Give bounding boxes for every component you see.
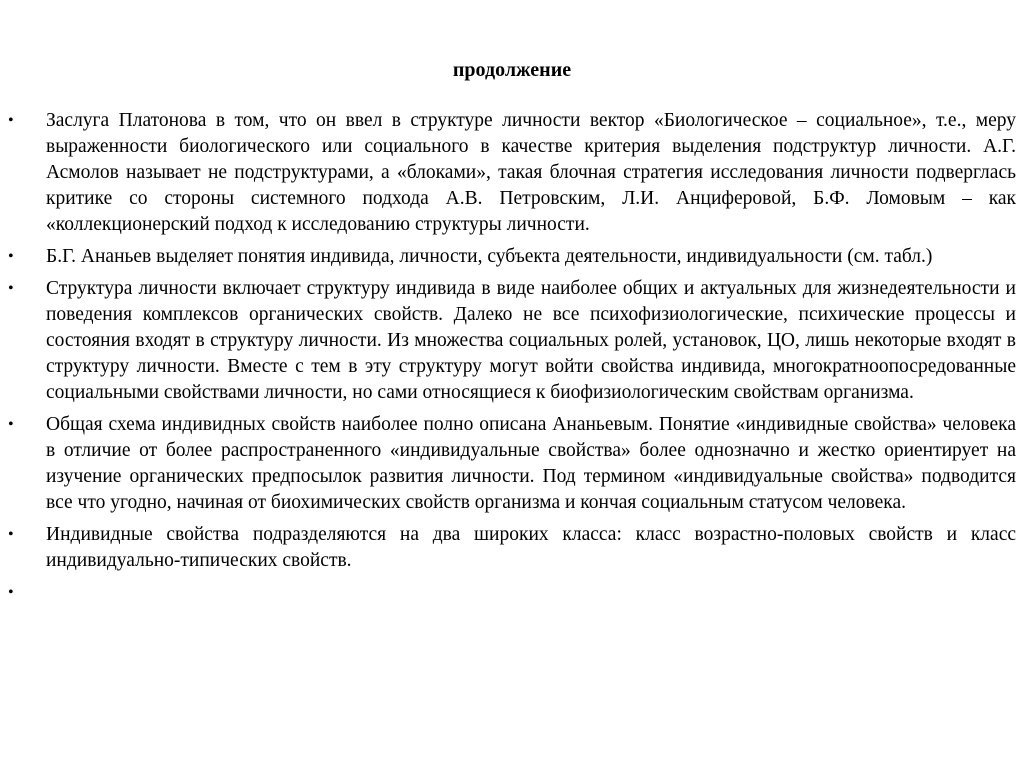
bullet-text: Б.Г. Ананьев выделяет понятия индивида, личности, субъекта деятельности, индивидуальности (см. табл.) <box>46 246 933 267</box>
slide-title: продолжение <box>452 59 572 81</box>
bullet-marker: • <box>8 280 14 297</box>
bullet-marker: • <box>8 112 14 129</box>
bullet-marker: • <box>8 416 14 433</box>
bullet-marker: • <box>8 584 14 601</box>
bullet-list <box>0 108 1024 612</box>
bullet-item-empty <box>0 580 1024 606</box>
bullet-marker: • <box>8 526 14 543</box>
bullet-text: Структура личности включает структуру индивида в виде наиболее общих и актуальных для жизнедеятельности и поведения комплексов органических свойств. Далеко не все психофизиологические, психические процессы и состояния входят в структуру личности. Из множества социальных ролей, установок, ЦО, лишь некоторые входят в структуру личности. Вместе с тем в эту структуру могут войти свойства индивида, многократноопосредованные социальными свойствами личности, но сами относящиеся к биофизиологическим свойствам организма. <box>46 278 1016 403</box>
bullet-item-2 <box>0 244 1024 270</box>
bullet-item-3 <box>0 276 1024 406</box>
bullet-marker: • <box>8 248 14 265</box>
bullet-item-4 <box>0 412 1024 516</box>
bullet-item-5 <box>0 522 1024 574</box>
bullet-text: Индивидные свойства подразделяются на два широких класса: класс возрастно-половых свойств и класс индивидуально-типических свойств. <box>46 524 1016 571</box>
bullet-text: Общая схема индивидных свойств наиболее полно описана Ананьевым. Понятие «индивидные свойства» человека в отличие от более распространенного «индивидуальные свойства» более однозначно и жестко ориентирует на изучение органических предпосылок развития личности. Под термином «индивидуальные свойства» подводится все что угодно, начиная от биохимических свойств организма и кончая социальным статусом человека. <box>46 414 1016 513</box>
bullet-item-1 <box>0 108 1024 238</box>
bullet-text: Заслуга Платонова в том, что он ввел в структуре личности вектор «Биологическое – социальное», т.е., меру выраженности биологического или социального в качестве критерия выделения подструктур личности. А.Г. Асмолов называет не подструктурами, а «блоками», такая блочная стратегия исследования личности подверглась критике со стороны системного подхода А.В. Петровским, Л.И. Анциферовой, Б.Ф. Ломовым – как «коллекционерский подход к исследованию структуры личности. <box>46 110 1016 235</box>
